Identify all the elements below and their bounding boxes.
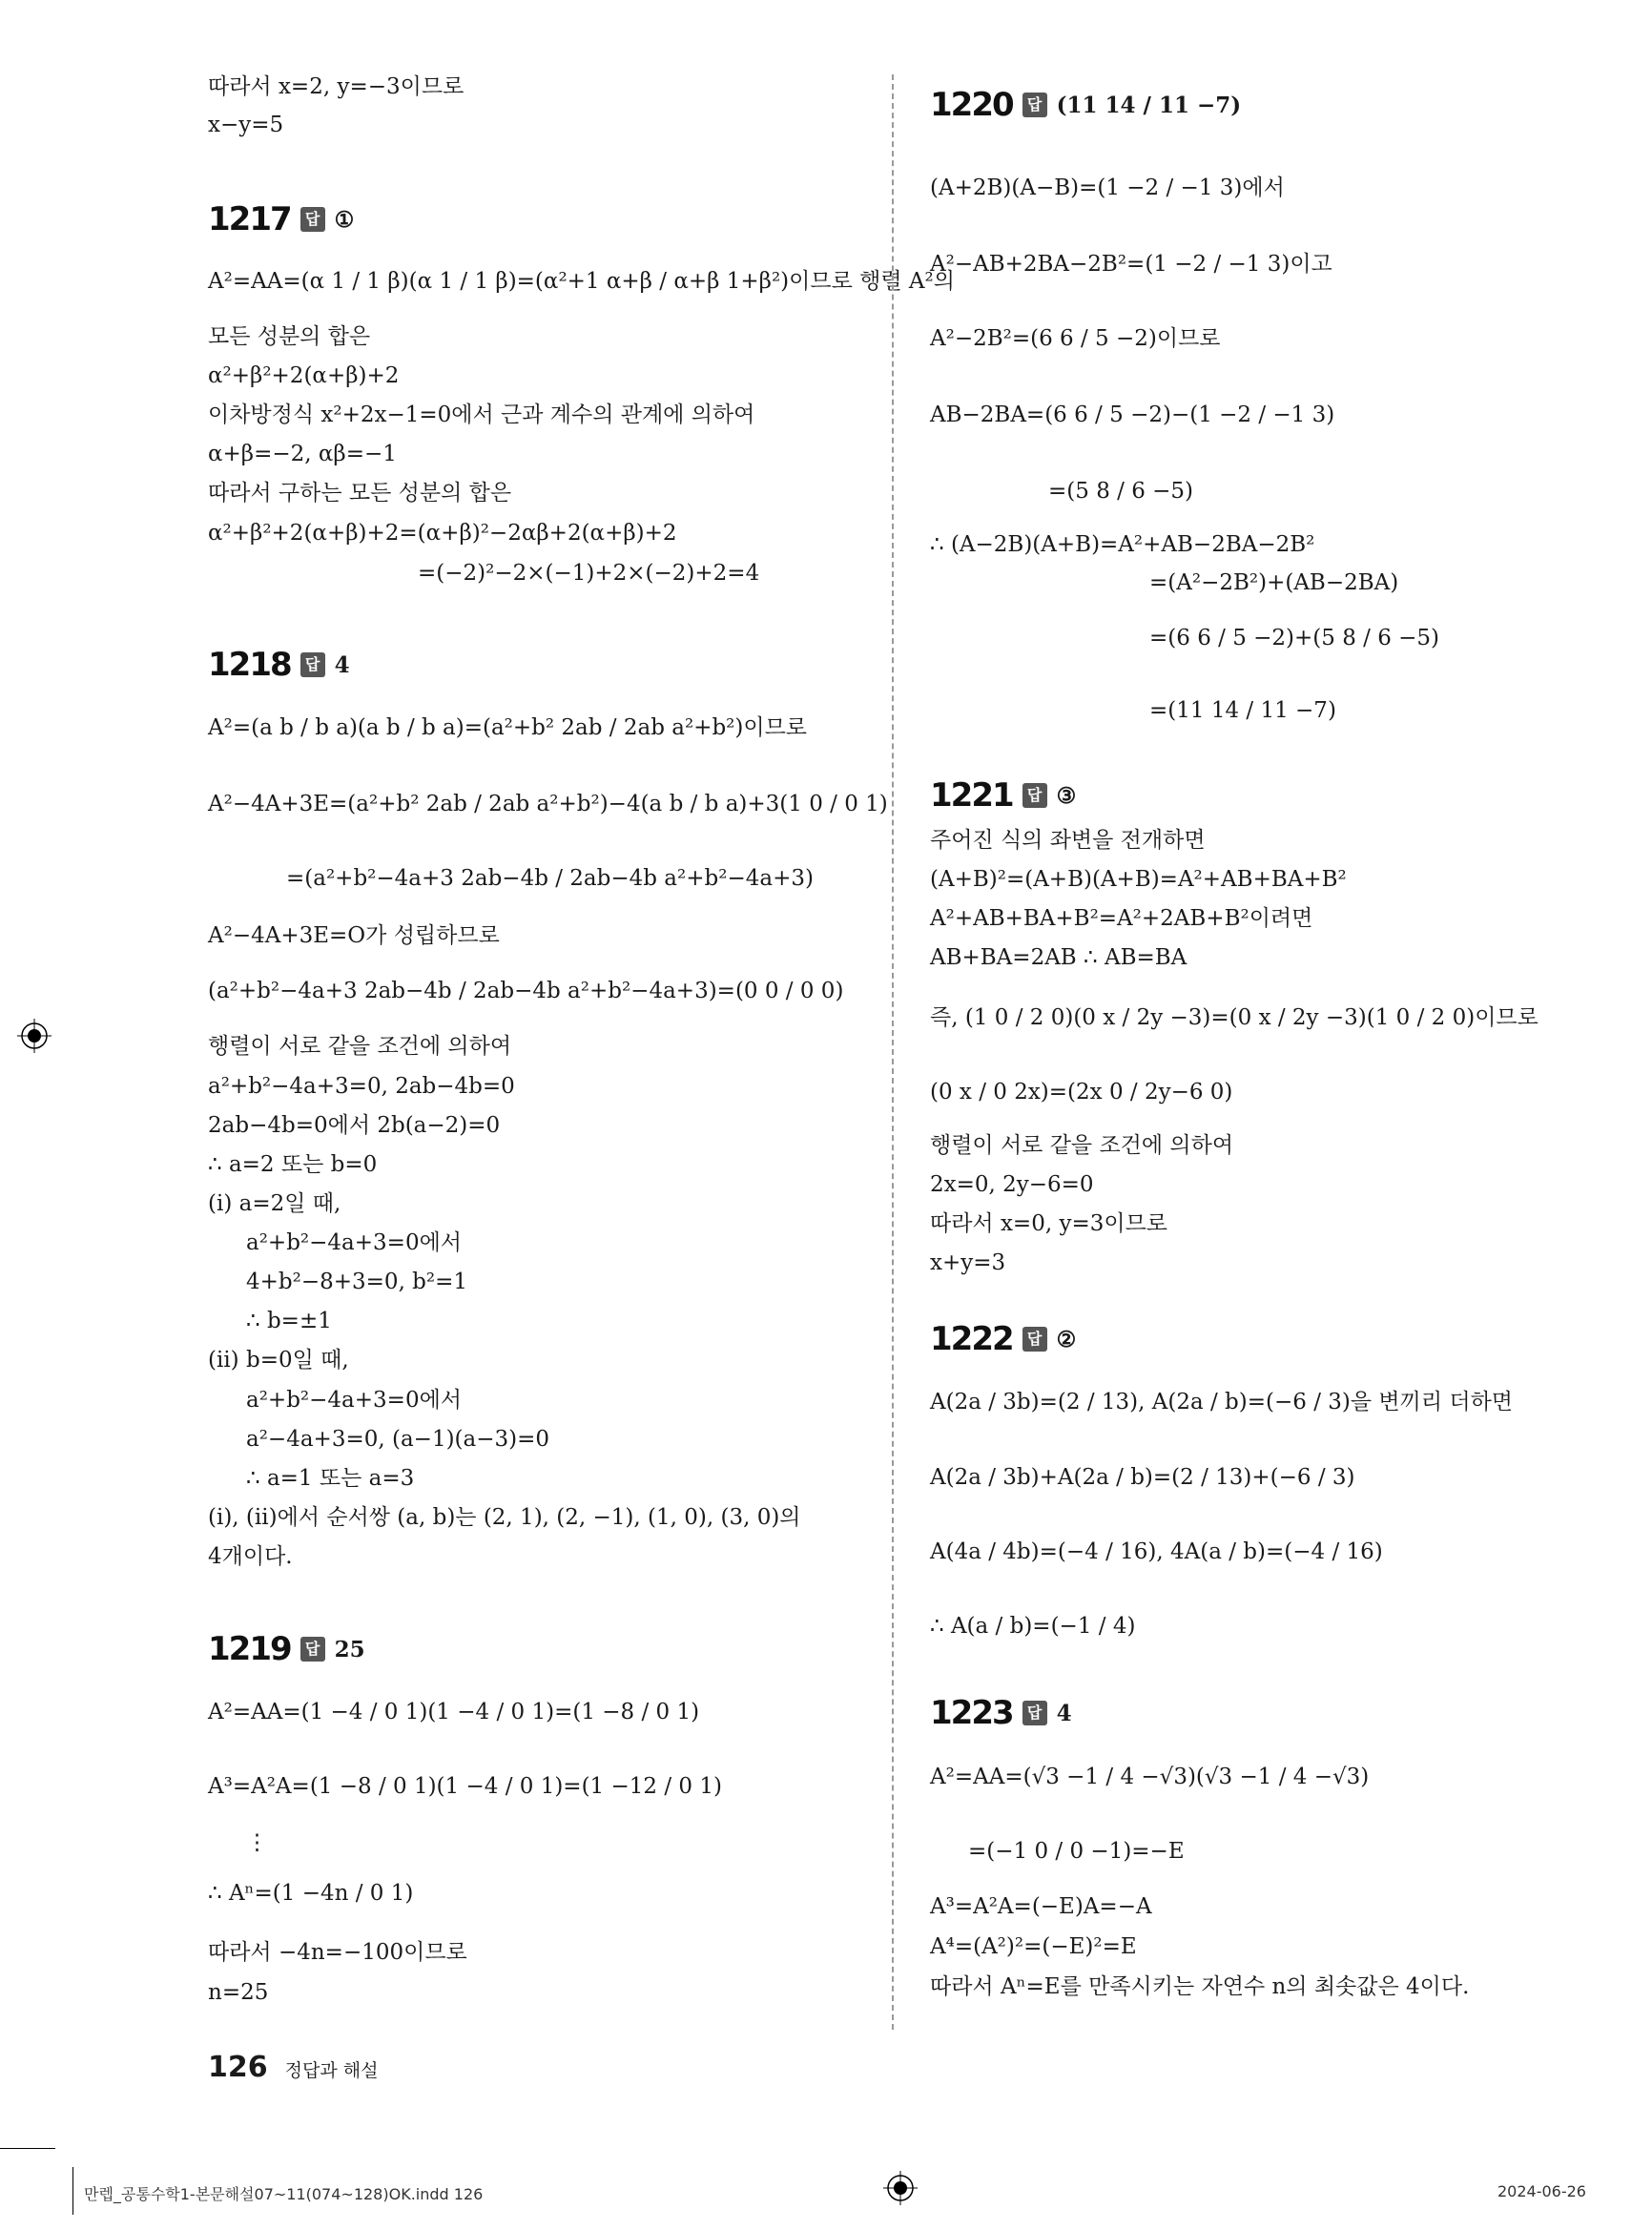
answer-value: 25 xyxy=(334,1636,365,1662)
slug-file-name: 만렙_공통수학1-본문해설07~11(074~128)OK.indd 126 xyxy=(84,2185,484,2203)
answer-value: (11 14 / 11 −7) xyxy=(1056,92,1242,118)
text-line: (ⅰ), (ⅱ)에서 순서쌍 (a, b)는 (2, 1), (2, −1), (1, 0), (3, 0)의 xyxy=(208,1505,801,1530)
problem-1221-header xyxy=(930,773,1076,818)
problem-number: 1222 xyxy=(930,1320,1013,1358)
slug-date: 2024-06-26 xyxy=(1497,2182,1586,2200)
text-line: A²−4A+3E=O가 성립하므로 xyxy=(208,923,500,948)
answer-badge-icon: 답 xyxy=(300,1637,325,1662)
problem-1223-header xyxy=(930,1690,1072,1736)
text-line: (A+2B)(A−B)=(1 −2 / −1 3)에서 xyxy=(930,176,1285,200)
text-line: n=25 xyxy=(208,1980,269,2005)
column-divider xyxy=(892,74,894,2030)
answer-badge-icon: 답 xyxy=(1022,93,1047,117)
text-line: A²+AB+BA+B²=A²+2AB+B²이려면 xyxy=(930,906,1313,931)
text-line: 따라서 x=0, y=3이므로 xyxy=(930,1211,1168,1236)
answer-value: ③ xyxy=(1056,782,1077,809)
text-line: a²+b²−4a+3=0에서 xyxy=(246,1230,463,1255)
problem-1218-header xyxy=(208,642,350,688)
text-line: A³=A²A=(1 −8 / 0 1)(1 −4 / 0 1)=(1 −12 / 0 1) xyxy=(208,1774,722,1799)
text-line: AB+BA=2AB ∴ AB=BA xyxy=(930,945,1187,970)
answer-badge-icon: 답 xyxy=(1022,1327,1047,1352)
text-line: 모든 성분의 합은 xyxy=(208,324,371,349)
text-line: =(11 14 / 11 −7) xyxy=(1149,698,1336,723)
problem-1217-header xyxy=(208,196,354,242)
text-line: 따라서 −4n=−100이므로 xyxy=(208,1940,467,1965)
answer-badge-icon: 답 xyxy=(300,207,325,232)
crop-mark xyxy=(0,2148,55,2149)
text-line: A³=A²A=(−E)A=−A xyxy=(930,1894,1152,1919)
answer-value: 4 xyxy=(334,651,350,678)
text-line: 따라서 Aⁿ=E를 만족시키는 자연수 n의 최솟값은 4이다. xyxy=(930,1974,1470,1999)
text-line: A²−4A+3E=(a²+b² 2ab / 2ab a²+b²)−4(a b / b a)+3(1 0 / 0 1) xyxy=(208,792,888,816)
text-line: ∴ A(a / b)=(−1 / 4) xyxy=(930,1614,1136,1639)
problem-1220-header xyxy=(930,82,1241,128)
text-line: α²+β²+2(α+β)+2=(α+β)²−2αβ+2(α+β)+2 xyxy=(208,521,677,546)
text-line: =(−2)²−2×(−1)+2×(−2)+2=4 xyxy=(418,561,760,586)
text-line: (ⅰ) a=2일 때, xyxy=(208,1191,341,1216)
text-line: A²=(a b / b a)(a b / b a)=(a²+b² 2ab / 2ab a²+b²)이므로 xyxy=(208,715,808,740)
text-line: 행렬이 서로 같을 조건에 의하여 xyxy=(930,1133,1234,1158)
text-line: =(a²+b²−4a+3 2ab−4b / 2ab−4b a²+b²−4a+3) xyxy=(286,866,814,891)
problem-number: 1218 xyxy=(208,646,291,684)
text-line: a²+b²−4a+3=0에서 xyxy=(246,1388,463,1413)
crop-mark xyxy=(72,2167,73,2215)
text-line: A(2a / 3b)+A(2a / b)=(2 / 13)+(−6 / 3) xyxy=(930,1465,1355,1490)
problem-number: 1217 xyxy=(208,200,291,238)
answer-value: ① xyxy=(334,206,355,233)
text-line: 2x=0, 2y−6=0 xyxy=(930,1172,1094,1197)
text-line: 2ab−4b=0에서 2b(a−2)=0 xyxy=(208,1113,501,1138)
text-line: ∴ Aⁿ=(1 −4n / 0 1) xyxy=(208,1881,414,1906)
text-line: A²−AB+2BA−2B²=(1 −2 / −1 3)이고 xyxy=(930,252,1332,277)
text-line: α²+β²+2(α+β)+2 xyxy=(208,363,400,388)
text-line: x+y=3 xyxy=(930,1250,1006,1275)
text-line: ∴ a=1 또는 a=3 xyxy=(246,1466,415,1491)
text-line: 이차방정식 x²+2x−1=0에서 근과 계수의 관계에 의하여 xyxy=(208,403,755,427)
page-footer xyxy=(208,2051,378,2084)
text-line: A²=AA=(1 −4 / 0 1)(1 −4 / 0 1)=(1 −8 / 0 1) xyxy=(208,1700,700,1724)
problem-1222-header xyxy=(930,1316,1076,1362)
text-line: 행렬이 서로 같을 조건에 의하여 xyxy=(208,1034,512,1059)
text-line: ∴ (A−2B)(A+B)=A²+AB−2BA−2B² xyxy=(930,532,1315,557)
text-line: 따라서 x=2, y=−3이므로 xyxy=(208,74,465,99)
problem-number: 1219 xyxy=(208,1630,291,1668)
text-line: 즉, (1 0 / 2 0)(0 x / 2y −3)=(0 x / 2y −3)(1 0 / 2 0)이므로 xyxy=(930,1005,1538,1030)
registration-mark-icon xyxy=(883,2171,918,2205)
text-line: A²=AA=(√3 −1 / 4 −√3)(√3 −1 / 4 −√3) xyxy=(930,1765,1370,1789)
text-line: A²−2B²=(6 6 / 5 −2)이므로 xyxy=(930,326,1221,351)
answer-badge-icon: 답 xyxy=(1022,1701,1047,1725)
text-line: (ⅱ) b=0일 때, xyxy=(208,1348,349,1373)
text-line: 주어진 식의 좌변을 전개하면 xyxy=(930,828,1206,853)
text-line: (0 x / 0 2x)=(2x 0 / 2y−6 0) xyxy=(930,1080,1233,1105)
text-line: a²+b²−4a+3=0, 2ab−4b=0 xyxy=(208,1074,515,1099)
problem-number: 1220 xyxy=(930,86,1013,124)
text-line: AB−2BA=(6 6 / 5 −2)−(1 −2 / −1 3) xyxy=(930,403,1335,427)
text-line: 4+b²−8+3=0, b²=1 xyxy=(246,1270,468,1294)
text-line: A²=AA=(α 1 / 1 β)(α 1 / 1 β)=(α²+1 α+β / α+β 1+β²)이므로 행렬 A²의 xyxy=(208,269,955,294)
answer-badge-icon: 답 xyxy=(1022,783,1047,808)
text-line: ∴ a=2 또는 b=0 xyxy=(208,1152,378,1177)
text-line: ⋮ xyxy=(246,1830,268,1855)
text-line: =(5 8 / 6 −5) xyxy=(1048,479,1194,504)
text-line: 따라서 구하는 모든 성분의 합은 xyxy=(208,481,512,506)
problem-1219-header xyxy=(208,1626,365,1672)
text-line: ∴ b=±1 xyxy=(246,1309,332,1333)
answer-value: 4 xyxy=(1056,1700,1072,1726)
page-number: 126 xyxy=(208,2051,268,2084)
text-line: A⁴=(A²)²=(−E)²=E xyxy=(930,1934,1137,1959)
answer-badge-icon: 답 xyxy=(300,652,325,677)
registration-mark-icon xyxy=(17,1019,52,1053)
text-line: =(6 6 / 5 −2)+(5 8 / 6 −5) xyxy=(1149,626,1440,650)
answer-value: ② xyxy=(1056,1326,1077,1352)
problem-number: 1223 xyxy=(930,1694,1013,1732)
text-line: A(4a / 4b)=(−4 / 16), 4A(a / b)=(−4 / 16) xyxy=(930,1539,1383,1564)
text-line: =(A²−2B²)+(AB−2BA) xyxy=(1149,570,1399,595)
text-line: a²−4a+3=0, (a−1)(a−3)=0 xyxy=(246,1427,550,1452)
page-label: 정답과 해설 xyxy=(284,2060,379,2081)
text-line: (A+B)²=(A+B)(A+B)=A²+AB+BA+B² xyxy=(930,867,1347,892)
problem-number: 1221 xyxy=(930,776,1013,815)
text-line: =(−1 0 / 0 −1)=−E xyxy=(968,1839,1185,1864)
text-line: 4개이다. xyxy=(208,1544,293,1569)
text-line: α+β=−2, αβ=−1 xyxy=(208,442,397,466)
text-line: x−y=5 xyxy=(208,113,284,137)
text-line: A(2a / 3b)=(2 / 13), A(2a / b)=(−6 / 3)을 변끼리 더하면 xyxy=(930,1390,1514,1414)
text-line: (a²+b²−4a+3 2ab−4b / 2ab−4b a²+b²−4a+3)=(0 0 / 0 0) xyxy=(208,979,844,1003)
